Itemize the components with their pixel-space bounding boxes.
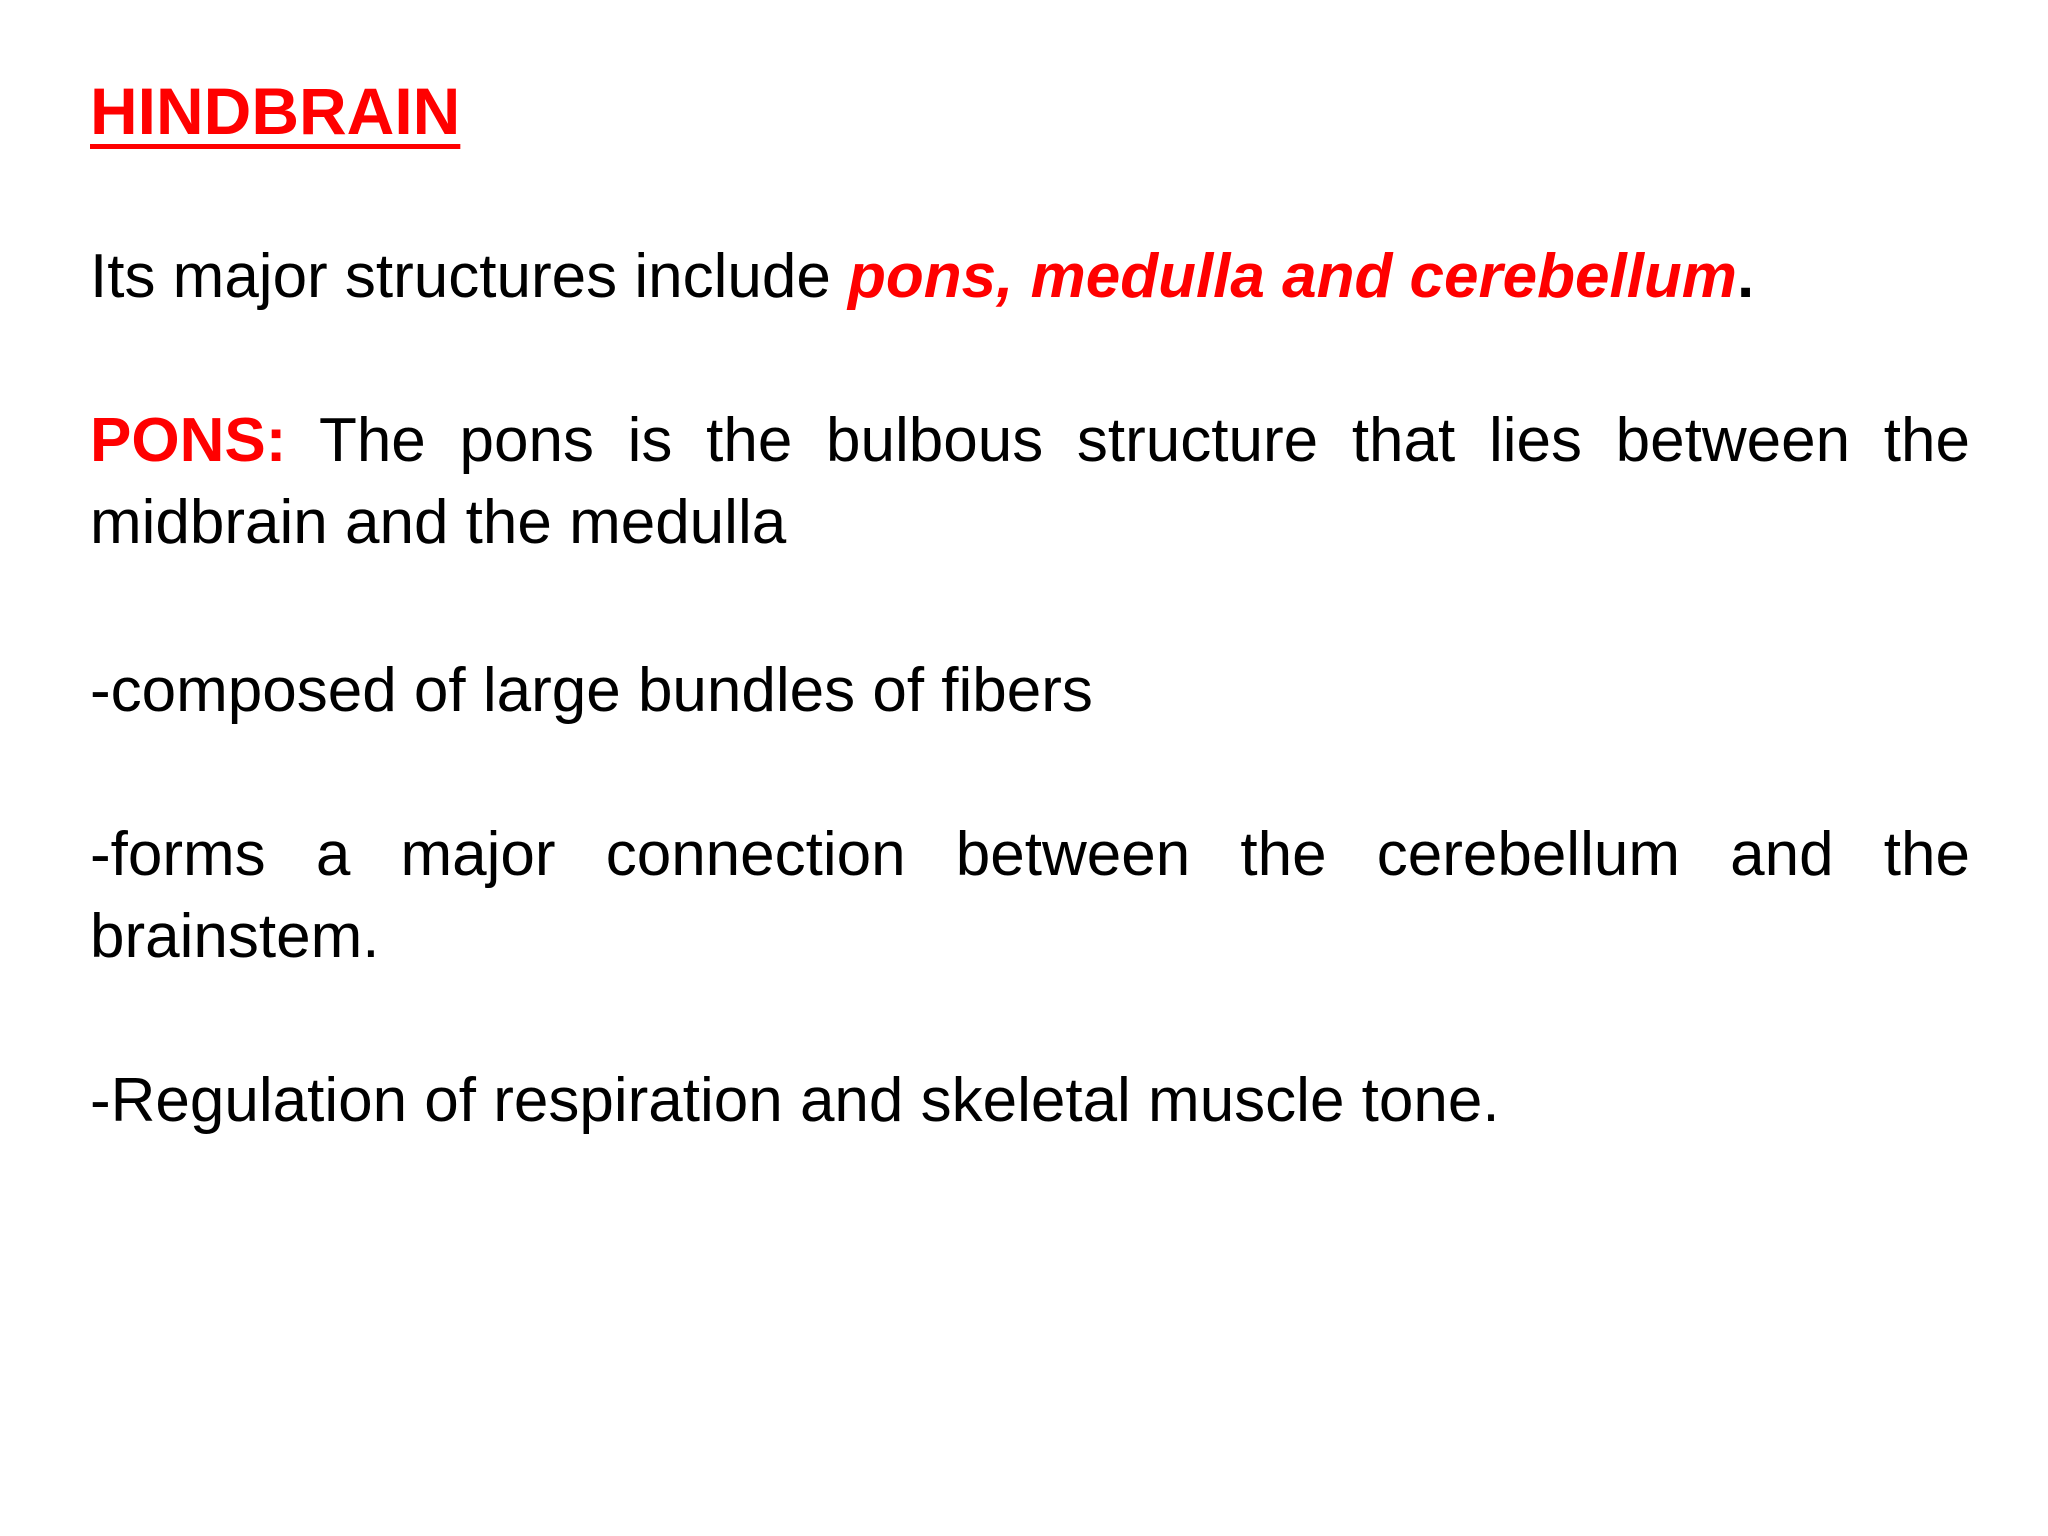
pons-paragraph [90,400,1970,564]
intro-text: Its major structures include [90,242,849,311]
bullet-item: -forms a major connection between the cerebellum and the brainstem. [90,820,1970,971]
slide-title: HINDBRAIN [90,74,461,148]
intro-paragraph [90,236,1970,318]
pons-text: The pons is the bulbous structure that lies between the midbrain and the medulla [90,406,1970,557]
intro-highlight: pons, medulla and cerebellum [848,242,1737,311]
pons-label: PONS: [90,406,287,475]
bullet-item: -composed of large bundles of fibers [90,656,1093,725]
bullet-item: -Regulation of respiration and skeletal muscle tone. [90,1066,1500,1135]
intro-period: . [1736,242,1755,311]
